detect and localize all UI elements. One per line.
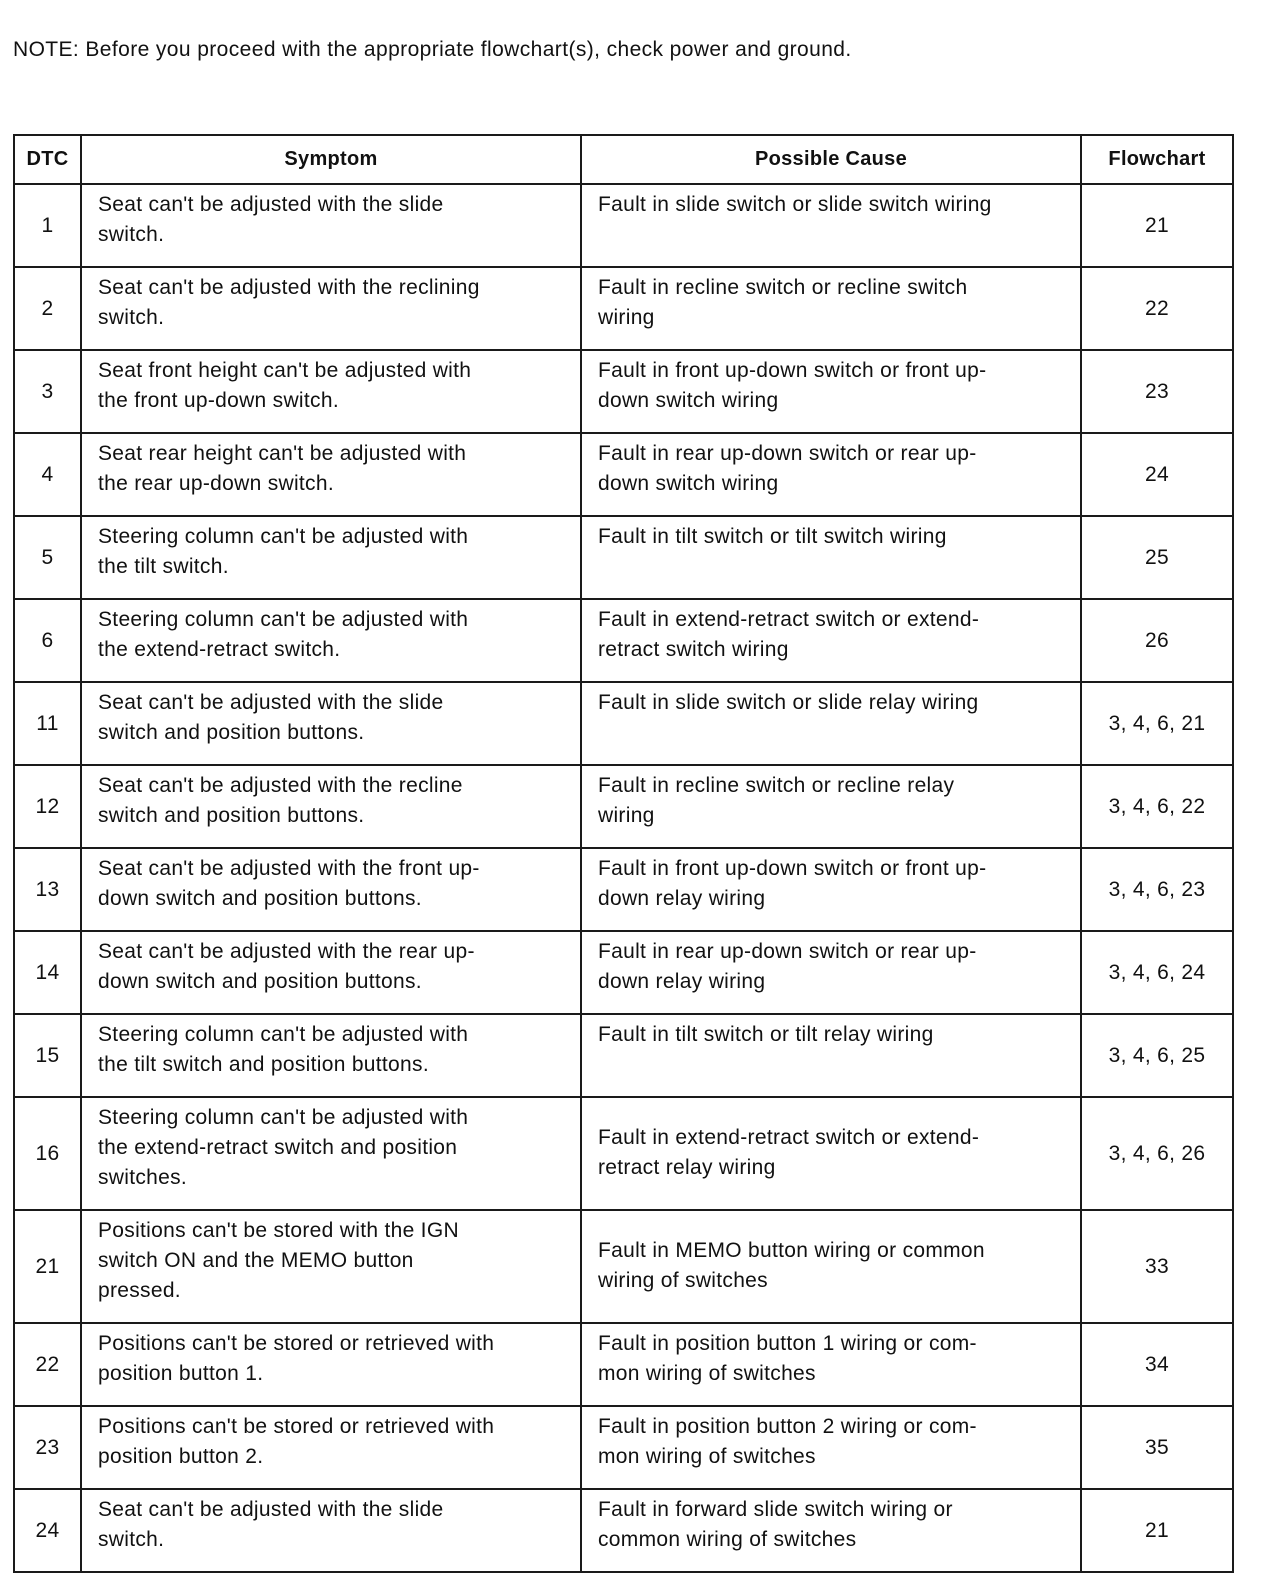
possible-cause-line: Fault in front up-down switch or front up- xyxy=(598,359,987,382)
dtc-code: 3 xyxy=(14,350,81,433)
flowchart-ref: 3, 4, 6, 22 xyxy=(1081,765,1233,848)
symptom-line: the tilt switch and position buttons. xyxy=(98,1053,429,1076)
symptom-line: position button 2. xyxy=(98,1445,264,1468)
symptom-line: Seat can't be adjusted with the rear up- xyxy=(98,940,475,963)
possible-cause-cell xyxy=(581,682,1081,765)
header-possible-cause: Possible Cause xyxy=(581,135,1081,184)
symptom-line: Seat can't be adjusted with the slide xyxy=(98,193,444,216)
symptom-cell xyxy=(81,433,581,516)
symptom-cell xyxy=(81,1406,581,1489)
dtc-code: 21 xyxy=(14,1210,81,1323)
possible-cause-line: mon wiring of switches xyxy=(598,1445,816,1468)
symptom-line: switch. xyxy=(98,306,165,329)
possible-cause-line: down relay wiring xyxy=(598,887,766,910)
possible-cause-line: wiring xyxy=(598,804,655,827)
flowchart-ref: 3, 4, 6, 21 xyxy=(1081,682,1233,765)
possible-cause-line: Fault in front up-down switch or front up- xyxy=(598,857,987,880)
flowchart-ref: 21 xyxy=(1081,184,1233,267)
possible-cause-cell xyxy=(581,1097,1081,1210)
symptom-line: the extend-retract switch. xyxy=(98,638,341,661)
table-row xyxy=(14,184,1233,267)
possible-cause-line: Fault in slide switch or slide switch wiring xyxy=(598,193,992,216)
table-row xyxy=(14,1406,1233,1489)
dtc-code: 12 xyxy=(14,765,81,848)
symptom-line: down switch and position buttons. xyxy=(98,887,422,910)
symptom-line: Steering column can't be adjusted with xyxy=(98,1106,469,1129)
symptom-line: the extend-retract switch and position xyxy=(98,1136,458,1159)
table-row xyxy=(14,267,1233,350)
table-row xyxy=(14,1323,1233,1406)
symptom-cell xyxy=(81,516,581,599)
possible-cause-line: wiring of switches xyxy=(598,1269,768,1292)
possible-cause-cell xyxy=(581,599,1081,682)
symptom-cell xyxy=(81,765,581,848)
dtc-code: 6 xyxy=(14,599,81,682)
table-row xyxy=(14,1097,1233,1210)
possible-cause-line: Fault in MEMO button wiring or common xyxy=(598,1239,985,1262)
note-text: NOTE: Before you proceed with the appropriate flowchart(s), check power and ground. xyxy=(13,38,852,61)
symptom-line: Seat can't be adjusted with the slide xyxy=(98,1498,444,1521)
possible-cause-cell xyxy=(581,848,1081,931)
symptom-line: Seat can't be adjusted with the recline xyxy=(98,774,463,797)
table-row xyxy=(14,1014,1233,1097)
flowchart-ref: 3, 4, 6, 25 xyxy=(1081,1014,1233,1097)
symptom-line: Steering column can't be adjusted with xyxy=(98,1023,469,1046)
dtc-code: 22 xyxy=(14,1323,81,1406)
dtc-code: 1 xyxy=(14,184,81,267)
possible-cause-line: retract switch wiring xyxy=(598,638,789,661)
symptom-cell xyxy=(81,1097,581,1210)
symptom-line: Seat can't be adjusted with the slide xyxy=(98,691,444,714)
possible-cause-line: Fault in position button 1 wiring or com- xyxy=(598,1332,977,1355)
flowchart-ref: 26 xyxy=(1081,599,1233,682)
symptom-cell xyxy=(81,682,581,765)
possible-cause-cell xyxy=(581,765,1081,848)
symptom-line: Positions can't be stored or retrieved with xyxy=(98,1415,495,1438)
flowchart-ref: 25 xyxy=(1081,516,1233,599)
possible-cause-cell xyxy=(581,350,1081,433)
flowchart-ref: 23 xyxy=(1081,350,1233,433)
possible-cause-line: Fault in tilt switch or tilt relay wiring xyxy=(598,1023,934,1046)
table-row xyxy=(14,931,1233,1014)
dtc-code: 11 xyxy=(14,682,81,765)
flowchart-ref: 33 xyxy=(1081,1210,1233,1323)
symptom-cell xyxy=(81,1489,581,1572)
table-row xyxy=(14,682,1233,765)
symptom-cell xyxy=(81,267,581,350)
flowchart-ref: 3, 4, 6, 23 xyxy=(1081,848,1233,931)
possible-cause-cell xyxy=(581,1406,1081,1489)
dtc-code: 24 xyxy=(14,1489,81,1572)
symptom-line: the front up-down switch. xyxy=(98,389,339,412)
symptom-line: Positions can't be stored with the IGN xyxy=(98,1219,459,1242)
symptom-line: the rear up-down switch. xyxy=(98,472,334,495)
dtc-table xyxy=(13,134,1234,1573)
table-row xyxy=(14,1489,1233,1572)
header-symptom: Symptom xyxy=(81,135,581,184)
symptom-cell xyxy=(81,184,581,267)
symptom-line: switch. xyxy=(98,223,165,246)
symptom-line: Positions can't be stored or retrieved with xyxy=(98,1332,495,1355)
possible-cause-line: Fault in tilt switch or tilt switch wiring xyxy=(598,525,947,548)
flowchart-ref: 24 xyxy=(1081,433,1233,516)
flowchart-ref: 3, 4, 6, 24 xyxy=(1081,931,1233,1014)
table-row xyxy=(14,848,1233,931)
table-row xyxy=(14,516,1233,599)
flowchart-ref: 21 xyxy=(1081,1489,1233,1572)
possible-cause-cell xyxy=(581,1489,1081,1572)
symptom-line: Steering column can't be adjusted with xyxy=(98,525,469,548)
symptom-line: Seat rear height can't be adjusted with xyxy=(98,442,467,465)
possible-cause-line: common wiring of switches xyxy=(598,1528,857,1551)
symptom-cell xyxy=(81,848,581,931)
flowchart-ref: 22 xyxy=(1081,267,1233,350)
table-row xyxy=(14,765,1233,848)
possible-cause-cell xyxy=(581,433,1081,516)
possible-cause-line: Fault in recline switch or recline switch xyxy=(598,276,968,299)
symptom-cell xyxy=(81,350,581,433)
dtc-code: 5 xyxy=(14,516,81,599)
possible-cause-line: Fault in extend-retract switch or extend- xyxy=(598,608,980,631)
dtc-code: 13 xyxy=(14,848,81,931)
symptom-cell xyxy=(81,1014,581,1097)
symptom-line: the tilt switch. xyxy=(98,555,229,578)
symptom-line: switch. xyxy=(98,1528,165,1551)
symptom-line: down switch and position buttons. xyxy=(98,970,422,993)
symptom-line: Seat front height can't be adjusted with xyxy=(98,359,472,382)
table-header-row xyxy=(14,135,1233,184)
symptom-cell xyxy=(81,931,581,1014)
symptom-line: pressed. xyxy=(98,1279,181,1302)
possible-cause-line: Fault in slide switch or slide relay wiring xyxy=(598,691,979,714)
flowchart-ref: 35 xyxy=(1081,1406,1233,1489)
table-row xyxy=(14,350,1233,433)
possible-cause-line: down switch wiring xyxy=(598,472,779,495)
dtc-code: 2 xyxy=(14,267,81,350)
possible-cause-cell xyxy=(581,1210,1081,1323)
possible-cause-line: Fault in recline switch or recline relay xyxy=(598,774,955,797)
flowchart-ref: 3, 4, 6, 26 xyxy=(1081,1097,1233,1210)
symptom-line: Seat can't be adjusted with the reclining xyxy=(98,276,480,299)
flowchart-ref: 34 xyxy=(1081,1323,1233,1406)
symptom-line: switches. xyxy=(98,1166,188,1189)
possible-cause-cell xyxy=(581,1014,1081,1097)
table-row xyxy=(14,1210,1233,1323)
symptom-cell xyxy=(81,1323,581,1406)
symptom-line: switch ON and the MEMO button xyxy=(98,1249,414,1272)
table-row xyxy=(14,433,1233,516)
symptom-line: Seat can't be adjusted with the front up- xyxy=(98,857,480,880)
dtc-code: 15 xyxy=(14,1014,81,1097)
possible-cause-line: Fault in rear up-down switch or rear up- xyxy=(598,442,977,465)
symptom-cell xyxy=(81,599,581,682)
possible-cause-cell xyxy=(581,184,1081,267)
table-body xyxy=(14,184,1233,1572)
possible-cause-line: Fault in forward slide switch wiring or xyxy=(598,1498,953,1521)
possible-cause-line: down relay wiring xyxy=(598,970,766,993)
header-flowchart: Flowchart xyxy=(1081,135,1233,184)
possible-cause-line: mon wiring of switches xyxy=(598,1362,816,1385)
possible-cause-line: down switch wiring xyxy=(598,389,779,412)
possible-cause-cell xyxy=(581,516,1081,599)
symptom-line: switch and position buttons. xyxy=(98,804,365,827)
possible-cause-cell xyxy=(581,1323,1081,1406)
header-dtc: DTC xyxy=(14,135,81,184)
possible-cause-line: wiring xyxy=(598,306,655,329)
symptom-line: Steering column can't be adjusted with xyxy=(98,608,469,631)
possible-cause-line: retract relay wiring xyxy=(598,1156,776,1179)
table-row xyxy=(14,599,1233,682)
symptom-line: switch and position buttons. xyxy=(98,721,365,744)
dtc-code: 16 xyxy=(14,1097,81,1210)
dtc-code: 4 xyxy=(14,433,81,516)
symptom-cell xyxy=(81,1210,581,1323)
dtc-code: 23 xyxy=(14,1406,81,1489)
possible-cause-cell xyxy=(581,931,1081,1014)
dtc-code: 14 xyxy=(14,931,81,1014)
symptom-line: position button 1. xyxy=(98,1362,264,1385)
possible-cause-line: Fault in position button 2 wiring or com- xyxy=(598,1415,977,1438)
possible-cause-line: Fault in rear up-down switch or rear up- xyxy=(598,940,977,963)
possible-cause-line: Fault in extend-retract switch or extend- xyxy=(598,1126,980,1149)
possible-cause-cell xyxy=(581,267,1081,350)
